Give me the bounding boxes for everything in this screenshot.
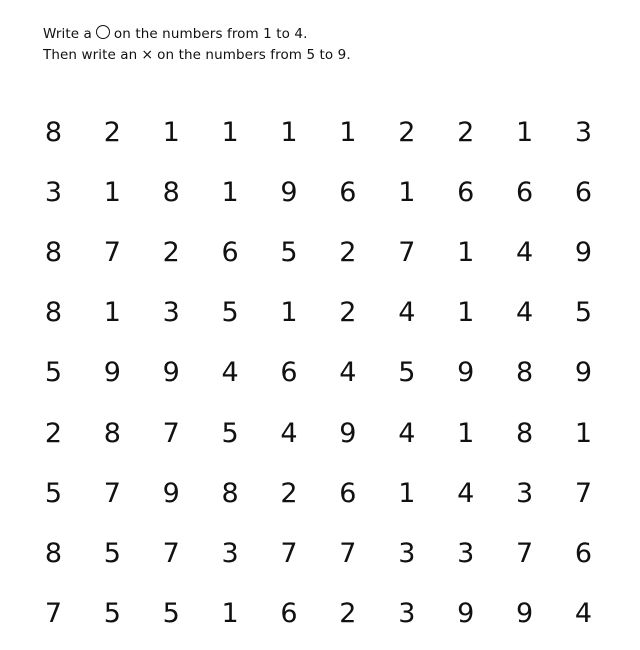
grid-number-r5-c9[interactable]: 8 [515,357,534,389]
grid-number-r5-c3[interactable]: 9 [162,357,180,389]
grid-number-r7-c5[interactable]: 2 [280,477,298,509]
instruction-1-end: on the numbers from 1 to 4. [113,26,308,42]
grid-number-r6-c2[interactable]: 8 [103,417,121,449]
grid-number-r3-c6[interactable]: 2 [339,236,357,268]
grid-number-r7-c10[interactable]: 7 [574,477,593,509]
grid-number-r9-c2[interactable]: 5 [103,598,121,630]
grid-number-r4-c6[interactable]: 2 [339,297,357,329]
grid-number-r8-c7[interactable]: 3 [398,537,416,569]
grid-number-r5-c8[interactable]: 9 [457,357,475,389]
grid-number-r5-c10[interactable]: 9 [574,357,593,389]
grid-number-r4-c8[interactable]: 1 [457,297,475,329]
grid-number-r3-c1[interactable]: 8 [44,236,63,268]
grid-number-r5-c6[interactable]: 4 [339,357,357,389]
instruction-line-2 [43,45,351,66]
grid-number-r8-c1[interactable]: 8 [44,537,63,569]
instructions [43,24,351,66]
grid-number-r9-c1[interactable]: 7 [44,598,63,630]
grid-number-r2-c10[interactable]: 6 [574,176,593,208]
grid-number-r9-c3[interactable]: 5 [162,598,180,630]
instruction-2-start: Then write an [43,47,138,63]
grid-number-r5-c4[interactable]: 4 [221,357,239,389]
grid-number-r8-c6[interactable]: 7 [339,537,357,569]
grid-number-r9-c8[interactable]: 9 [457,598,475,630]
grid-number-r3-c8[interactable]: 1 [457,236,475,268]
grid-number-r9-c7[interactable]: 3 [398,598,416,630]
grid-number-r8-c2[interactable]: 5 [103,537,121,569]
grid-number-r8-c9[interactable]: 7 [515,537,534,569]
grid-number-r3-c4[interactable]: 6 [221,236,239,268]
grid-number-r3-c10[interactable]: 9 [574,236,593,268]
grid-number-r1-c2[interactable]: 2 [103,116,121,148]
grid-number-r7-c8[interactable]: 4 [457,477,475,509]
grid-number-r1-c10[interactable]: 3 [574,116,593,148]
circle-symbol-icon [96,25,110,39]
grid-number-r8-c4[interactable]: 3 [221,537,239,569]
grid-number-r2-c2[interactable]: 1 [103,176,121,208]
grid-number-r4-c5[interactable]: 1 [280,297,298,329]
grid-number-r1-c1[interactable]: 8 [44,116,63,148]
grid-number-r2-c6[interactable]: 6 [339,176,357,208]
grid-number-r6-c6[interactable]: 9 [339,417,357,449]
grid-number-r6-c7[interactable]: 4 [398,417,416,449]
grid-number-r1-c5[interactable]: 1 [280,116,298,148]
grid-number-r2-c7[interactable]: 1 [398,176,416,208]
grid-number-r6-c8[interactable]: 1 [457,417,475,449]
grid-number-r8-c10[interactable]: 6 [574,537,593,569]
grid-number-r3-c2[interactable]: 7 [103,236,121,268]
grid-number-r4-c1[interactable]: 8 [44,297,63,329]
grid-number-r6-c5[interactable]: 4 [280,417,298,449]
grid-number-r8-c5[interactable]: 7 [280,537,298,569]
grid-number-r6-c9[interactable]: 8 [515,417,534,449]
grid-number-r6-c1[interactable]: 2 [44,417,63,449]
grid-number-r7-c3[interactable]: 9 [162,477,180,509]
grid-number-r1-c6[interactable]: 1 [339,116,357,148]
grid-number-r4-c3[interactable]: 3 [162,297,180,329]
instruction-line-1 [43,24,351,45]
grid-number-r1-c9[interactable]: 1 [515,116,534,148]
grid-number-r2-c9[interactable]: 6 [515,176,534,208]
grid-number-r3-c5[interactable]: 5 [280,236,298,268]
cross-symbol-icon: × [141,47,154,63]
grid-number-r7-c4[interactable]: 8 [221,477,239,509]
grid-number-r1-c7[interactable]: 2 [398,116,416,148]
grid-number-r4-c9[interactable]: 4 [515,297,534,329]
grid-number-r2-c5[interactable]: 9 [280,176,298,208]
grid-number-r3-c9[interactable]: 4 [515,236,534,268]
grid-number-r1-c3[interactable]: 1 [162,116,180,148]
grid-number-r5-c2[interactable]: 9 [103,357,121,389]
grid-number-r7-c2[interactable]: 7 [103,477,121,509]
grid-number-r3-c3[interactable]: 2 [162,236,180,268]
grid-number-r6-c3[interactable]: 7 [162,417,180,449]
grid-number-r5-c5[interactable]: 6 [280,357,298,389]
number-grid [24,102,640,650]
instruction-1-start: Write a [43,26,92,42]
grid-number-r9-c6[interactable]: 2 [339,598,357,630]
grid-number-r5-c1[interactable]: 5 [44,357,63,389]
grid-number-r2-c1[interactable]: 3 [44,176,63,208]
grid-number-r5-c7[interactable]: 5 [398,357,416,389]
grid-number-r7-c1[interactable]: 5 [44,477,63,509]
grid-number-r7-c9[interactable]: 3 [515,477,534,509]
grid-number-r4-c2[interactable]: 1 [103,297,121,329]
grid-number-r9-c9[interactable]: 9 [515,598,534,630]
grid-number-r9-c5[interactable]: 6 [280,598,298,630]
grid-number-r1-c8[interactable]: 2 [457,116,475,148]
grid-number-r8-c3[interactable]: 7 [162,537,180,569]
grid-number-r8-c8[interactable]: 3 [457,537,475,569]
grid-number-r2-c3[interactable]: 8 [162,176,180,208]
grid-number-r1-c4[interactable]: 1 [221,116,239,148]
instruction-2-end: on the numbers from 5 to 9. [157,47,351,63]
grid-number-r6-c4[interactable]: 5 [221,417,239,449]
grid-number-r2-c8[interactable]: 6 [457,176,475,208]
grid-number-r4-c7[interactable]: 4 [398,297,416,329]
grid-number-r7-c7[interactable]: 1 [398,477,416,509]
grid-number-r2-c4[interactable]: 1 [221,176,239,208]
grid-number-r6-c10[interactable]: 1 [574,417,593,449]
grid-number-r9-c10[interactable]: 4 [574,598,593,630]
grid-number-r7-c6[interactable]: 6 [339,477,357,509]
grid-number-r9-c4[interactable]: 1 [221,598,239,630]
grid-number-r4-c10[interactable]: 5 [574,297,593,329]
grid-number-r4-c4[interactable]: 5 [221,297,239,329]
grid-number-r3-c7[interactable]: 7 [398,236,416,268]
